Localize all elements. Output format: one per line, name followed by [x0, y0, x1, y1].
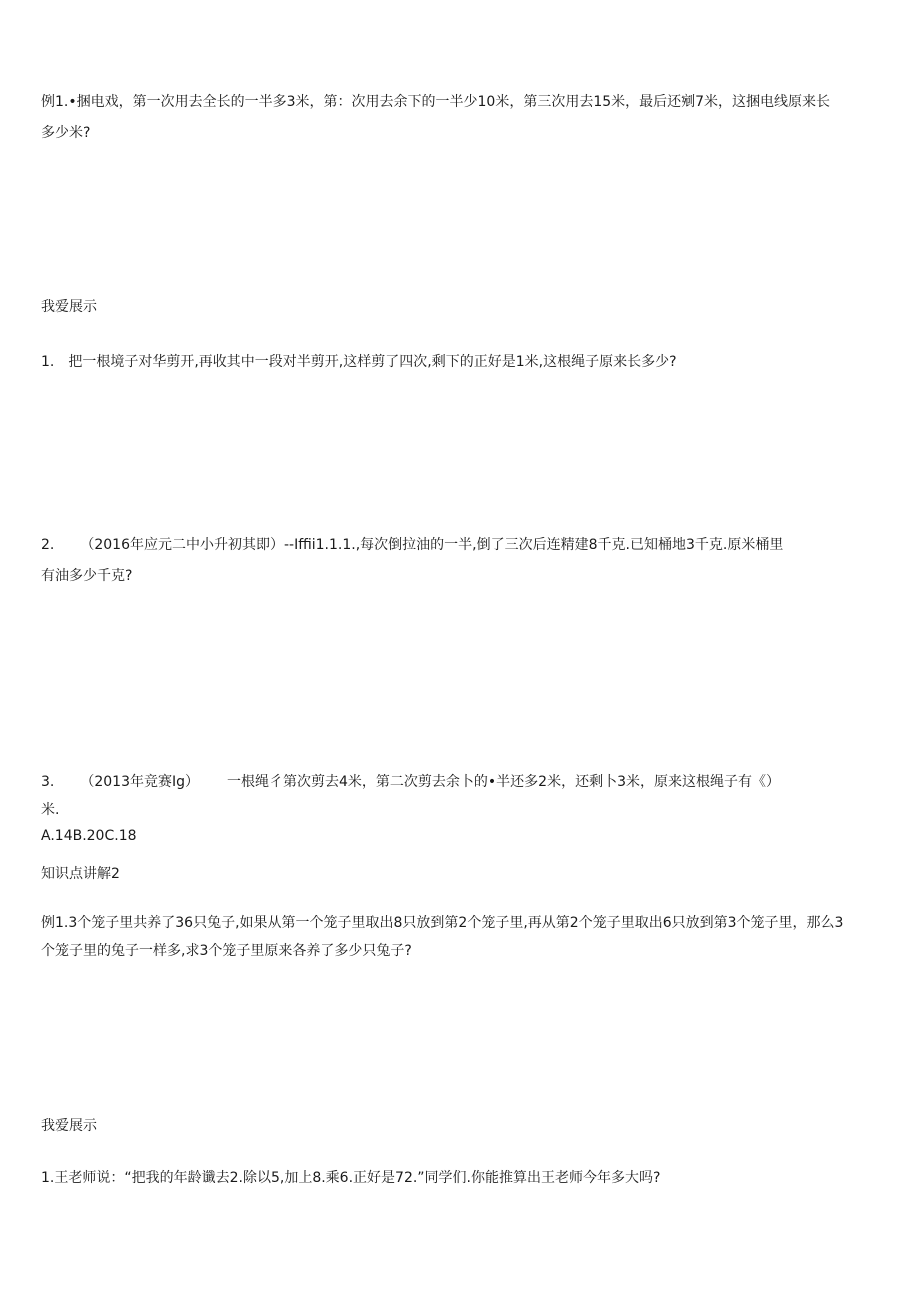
section-heading-show-1: 我爱展示	[41, 299, 97, 315]
practice-1: 1.王老师说：“把我的年龄谶去2.除以5,加上8.乘6.正好是72.”同学们.你能推算出王老师今年多大吗?	[41, 1170, 661, 1186]
question-2-line-2: 有油多少千克?	[41, 568, 133, 584]
section-heading-show-2: 我爱展示	[41, 1118, 97, 1134]
example-2-line-2: 个笼子里的兔子一样多,求3个笼子里原来各养了多少只兔子?	[41, 943, 412, 959]
question-3-line-2: 米.	[41, 802, 60, 818]
question-2-text: （2016年应元二中小升初其即）--Iffii1.1.1.,每次倒拉油的一半,倒了三次后连精建8千克.已知桶地3千克.原米桶里	[80, 537, 784, 553]
question-1-number: 1.	[41, 354, 55, 370]
question-2	[41, 535, 783, 555]
section-heading-knowledge-2: 知识点讲解2	[41, 866, 120, 882]
question-3-number: 3.	[41, 774, 55, 790]
question-3	[41, 772, 780, 792]
question-1-text: 把一根境子对华剪开,再收其中一段对半剪开,这样剪了四次,剩下的正好是1米,这根绳子原来长多少?	[68, 354, 677, 370]
example-2-line-1: 例1.3个笼子里共养了36只兔子,如果从第一个笼子里取出8只放到第2个笼子里,再从第2个笼子里取出6只放到第3个笼子里，那么3	[41, 915, 844, 931]
question-3-source: （2013年竞赛Ig）	[80, 774, 200, 790]
question-2-number: 2.	[41, 537, 55, 553]
question-3-text: 一根绳彳第次剪去4米，第二次剪去余卜的•半还多2米，还剩卜3米，原来这根绳子有《）	[227, 774, 780, 790]
example-1-line-1: 例1.•捆电戏，第一次用去全长的一半多3米，第：次用去余下的一半少10米，第三次用去15米，最后还剜7米，这捆电线原来长	[41, 94, 831, 110]
example-1-line-2: 多少米?	[41, 125, 91, 141]
question-1	[41, 352, 677, 372]
question-3-options: A.14B.20C.18	[41, 828, 137, 844]
